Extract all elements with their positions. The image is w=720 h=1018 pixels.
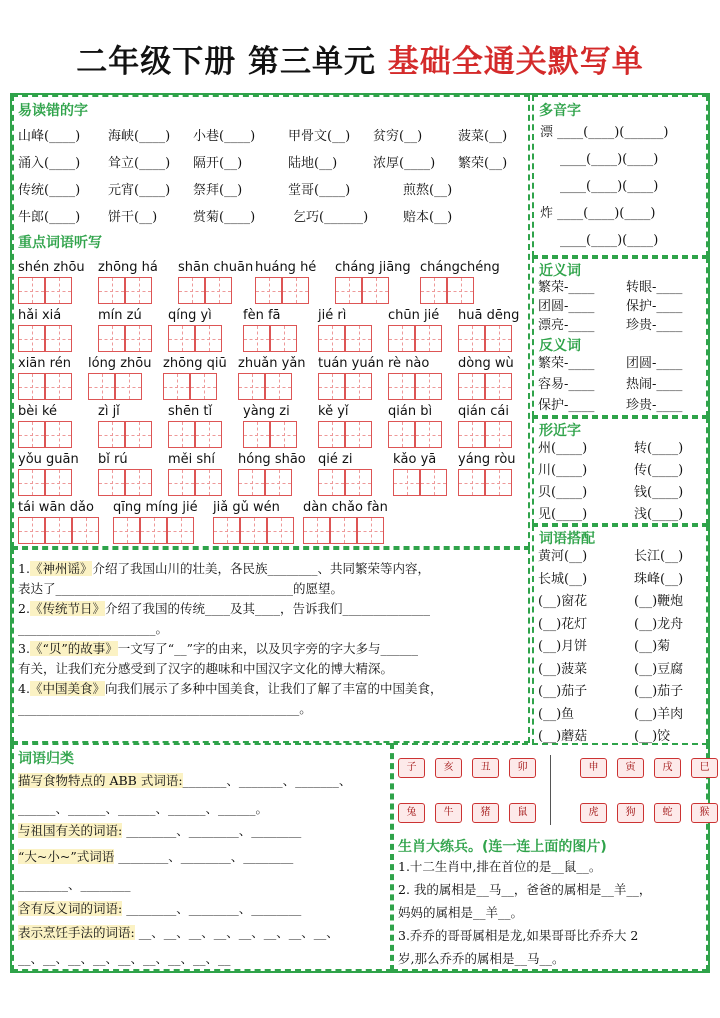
jinyi-item: 珍贵-____ <box>626 318 683 333</box>
grid-cell[interactable] <box>45 373 72 400</box>
guilei-blank[interactable]: ________、________、________ <box>122 823 302 838</box>
writing-grid <box>318 325 372 352</box>
grid-cell[interactable] <box>362 277 389 304</box>
guilei-line <box>18 800 268 818</box>
reading-text: 向我们展示了多种中国美食，让我们了解了丰富的中国美食， <box>104 681 443 696</box>
writing-grid <box>178 277 232 304</box>
grid-cell[interactable] <box>420 277 447 304</box>
guilei-line <box>18 924 339 942</box>
grid-cell[interactable] <box>265 373 292 400</box>
guilei-blank[interactable]: ________、________、________ <box>122 901 302 916</box>
easy-wrong-item: 海峡(____) <box>108 129 171 144</box>
grid-cell[interactable] <box>140 517 167 544</box>
fanyi-item: 团圆-____ <box>626 356 683 371</box>
pinyin-label: tái wān dǎo <box>18 500 94 515</box>
pinyin-label: fèn fā <box>243 308 281 323</box>
dapei-heading: 词语搭配 <box>539 531 595 547</box>
dapei-item: (__)鞭炮 <box>634 594 684 609</box>
zodiac-icon: 猴 <box>691 803 718 823</box>
zodiac-icon: 虎 <box>580 803 607 823</box>
easy-wrong-heading: 易读错的字 <box>18 103 88 119</box>
pinyin-label: měi shí <box>168 452 216 467</box>
writing-grid <box>88 373 142 400</box>
grid-cell[interactable] <box>345 373 372 400</box>
grid-cell[interactable] <box>345 325 372 352</box>
writing-grid <box>98 325 152 352</box>
grid-cell[interactable] <box>88 373 115 400</box>
grid-cell[interactable] <box>18 469 45 496</box>
grid-cell[interactable] <box>345 469 372 496</box>
grid-cell[interactable] <box>388 325 415 352</box>
guilei-line <box>18 950 231 968</box>
writing-grid <box>388 421 442 448</box>
guilei-line <box>18 900 301 918</box>
xingjin-item: 贝(____) <box>538 485 588 500</box>
pinyin-label: shén zhōu <box>18 260 85 275</box>
grid-cell[interactable] <box>178 277 205 304</box>
zodiac-line: 岁,那么乔乔的属相是__马__。 <box>398 951 565 966</box>
dictation-heading: 重点词语听写 <box>18 235 102 251</box>
grid-cell[interactable] <box>18 277 45 304</box>
zodiac-line: 3.乔乔的哥哥属相是龙,如果哥哥比乔乔大 2 <box>398 928 639 943</box>
writing-grid <box>98 469 152 496</box>
pinyin-label: qián cái <box>458 404 509 419</box>
pinyin-label: dàn chǎo fàn <box>303 500 388 515</box>
dapei-item: (__)月饼 <box>538 639 588 654</box>
writing-grid <box>458 469 512 496</box>
jinyi-heading: 近义词 <box>539 263 581 279</box>
fanyi-item: 热闹-____ <box>626 377 683 392</box>
pinyin-label: yǒu guān <box>18 452 79 467</box>
grid-cell[interactable] <box>98 277 125 304</box>
reading-title: 《神州谣》 <box>29 561 93 576</box>
dapei-item: (__)豆腐 <box>634 661 684 677</box>
dapei-item: (__)鱼 <box>538 706 575 722</box>
easy-wrong-item: 陆地(__) <box>288 156 338 171</box>
pinyin-label: qián bì <box>388 404 433 419</box>
jinyi-item: 团圆-____ <box>538 299 595 314</box>
guilei-blank[interactable]: ______、______、______、______、______。 <box>18 801 269 816</box>
pinyin-label: zhōng qiū <box>163 356 227 371</box>
writing-grid <box>420 277 474 304</box>
fanyi-item: 繁荣-____ <box>538 356 595 371</box>
guilei-line <box>18 876 131 894</box>
pinyin-label: tuán yuán <box>318 356 384 371</box>
pinyin-label: mín zú <box>98 308 142 323</box>
dapei-item: (__)菠菜 <box>538 661 588 677</box>
writing-grid <box>18 517 99 544</box>
grid-cell[interactable] <box>243 421 270 448</box>
grid-cell[interactable] <box>388 373 415 400</box>
guilei-label: “大~小~”式词语 <box>18 849 115 864</box>
jinyi-item: 保护-____ <box>626 299 683 314</box>
writing-grid <box>18 325 72 352</box>
zodiac-icon: 猪 <box>472 803 499 823</box>
grid-cell[interactable] <box>282 277 309 304</box>
pinyin-label: hǎi xiá <box>18 308 62 323</box>
jinyi-item: 转眼-____ <box>626 280 683 295</box>
xingjin-item: 见(____) <box>538 507 588 522</box>
zodiac-icon: 卯 <box>509 758 536 778</box>
easy-wrong-item: 耸立(____) <box>108 156 171 171</box>
grid-cell[interactable] <box>415 421 442 448</box>
pinyin-label: hóng shāo <box>238 452 306 467</box>
fanyi-item: 珍贵-____ <box>626 398 683 413</box>
zodiac-icon: 狗 <box>617 803 644 823</box>
pinyin-label: xiān rén <box>18 356 71 371</box>
zodiac-divider <box>550 755 551 825</box>
writing-grid <box>18 277 72 304</box>
guilei-label: 表示烹饪手法的词语: <box>18 925 135 940</box>
pinyin-label: jié rì <box>318 308 347 323</box>
writing-grid <box>388 373 442 400</box>
grid-cell[interactable] <box>265 469 292 496</box>
jinyi-item: 漂亮-____ <box>538 318 595 333</box>
writing-grid <box>98 277 152 304</box>
pinyin-label: bǐ rú <box>98 452 128 467</box>
easy-wrong-item: 浓厚(____) <box>373 156 436 171</box>
easy-wrong-item: 堂哥(____) <box>288 183 351 198</box>
grid-cell[interactable] <box>45 325 72 352</box>
duoyin-row: ____(____)(____) <box>560 179 659 194</box>
reading-text: 介绍了我国的传统____及其____，告诉我们______________ <box>104 601 430 616</box>
zodiac-icon: 巳 <box>691 758 718 778</box>
reading-title: 《传统节日》 <box>29 601 105 616</box>
jinyi-item: 繁荣-____ <box>538 280 595 295</box>
easy-wrong-item: 隔开(__) <box>193 156 243 171</box>
grid-cell[interactable] <box>318 469 345 496</box>
fanyi-item: 保护-____ <box>538 398 595 413</box>
dapei-item: (__)窗花 <box>538 594 588 609</box>
guilei-line <box>18 772 351 790</box>
dapei-item: 珠峰(__) <box>634 571 684 587</box>
dapei-item: (__)饺 <box>634 729 671 744</box>
fanyi-item: 容易-____ <box>538 377 595 392</box>
grid-cell[interactable] <box>18 421 45 448</box>
grid-cell[interactable] <box>255 277 282 304</box>
zodiac-icon: 戌 <box>654 758 681 778</box>
grid-cell[interactable] <box>415 373 442 400</box>
pinyin-label: lóng zhōu <box>88 356 152 371</box>
zodiac-icon: 子 <box>398 758 425 778</box>
reading-title: 《“贝”的故事》 <box>29 641 118 656</box>
grid-cell[interactable] <box>195 421 222 448</box>
duoyin-row: 炸 ____(____)(____) <box>540 206 656 221</box>
zodiac-line: 2. 我的属相是__马__，爸爸的属相是__羊__， <box>398 882 652 897</box>
grid-cell[interactable] <box>125 421 152 448</box>
dapei-item: (__)茄子 <box>538 684 588 699</box>
writing-grid <box>243 421 297 448</box>
grid-cell[interactable] <box>125 469 152 496</box>
pinyin-label: kě yǐ <box>318 404 349 419</box>
grid-cell[interactable] <box>205 277 232 304</box>
guilei-blank[interactable]: __、__、__、__、__、__、__、__、__ <box>18 951 231 966</box>
reading-text: 一文写了“__”字的由来，以及贝字旁的字大多与______ <box>117 641 419 656</box>
grid-cell[interactable] <box>303 517 330 544</box>
grid-cell[interactable] <box>45 421 72 448</box>
grid-cell[interactable] <box>238 469 265 496</box>
grid-cell[interactable] <box>393 469 420 496</box>
writing-grid <box>213 517 294 544</box>
grid-cell[interactable] <box>318 373 345 400</box>
grid-cell[interactable] <box>345 421 372 448</box>
reading-num: 3. <box>18 641 30 656</box>
zodiac-heading: 生肖大练兵。(连一连上面的图片) <box>398 839 607 855</box>
pinyin-label: cháng jiāng <box>335 260 411 275</box>
dapei-item: 黄河(__) <box>538 549 588 564</box>
easy-wrong-item: 涌入(____) <box>18 156 81 171</box>
guilei-line <box>18 822 301 840</box>
pinyin-label: yáng ròu <box>458 452 516 467</box>
duoyin-row: ____(____)(____) <box>560 152 659 167</box>
reading-num: 4. <box>18 681 30 696</box>
grid-cell[interactable] <box>458 421 485 448</box>
writing-grid <box>458 421 512 448</box>
zodiac-icon: 兔 <box>398 803 425 823</box>
writing-grid <box>318 373 372 400</box>
grid-cell[interactable] <box>168 325 195 352</box>
guilei-label: 含有反义词的词语: <box>18 901 123 916</box>
grid-cell[interactable] <box>485 421 512 448</box>
writing-grid <box>168 325 222 352</box>
grid-cell[interactable] <box>195 469 222 496</box>
writing-grid <box>318 469 372 496</box>
writing-grid <box>18 421 72 448</box>
grid-cell[interactable] <box>18 373 45 400</box>
zodiac-icon: 牛 <box>435 803 462 823</box>
pinyin-label: bèi ké <box>18 404 58 419</box>
grid-cell[interactable] <box>125 325 152 352</box>
grid-cell[interactable] <box>318 325 345 352</box>
easy-wrong-item: 乞巧(______) <box>293 210 369 225</box>
grid-cell[interactable] <box>98 469 125 496</box>
pinyin-label: shēn tǐ <box>168 404 213 419</box>
pinyin-label: qīng míng jié <box>113 500 198 515</box>
grid-cell[interactable] <box>163 373 190 400</box>
xingjin-item: 浅(____) <box>634 507 684 522</box>
dapei-item: (__)菊 <box>634 639 671 654</box>
duoyin-row: ____(____)(____) <box>560 233 659 248</box>
dapei-item: 长城(__) <box>538 571 588 587</box>
easy-wrong-item: 菠菜(__) <box>458 129 508 144</box>
grid-cell[interactable] <box>485 373 512 400</box>
easy-wrong-item: 牛郎(____) <box>18 210 81 225</box>
easy-wrong-item: 赔本(__) <box>403 210 453 225</box>
writing-grid <box>18 373 72 400</box>
grid-cell[interactable] <box>18 325 45 352</box>
dapei-item: (__)茄子 <box>634 684 684 699</box>
writing-grid <box>243 325 297 352</box>
writing-grid <box>458 325 512 352</box>
dapei-item: (__)花灯 <box>538 616 588 632</box>
duoyin-heading: 多音字 <box>539 103 581 119</box>
pinyin-label: jiǎ gǔ wén <box>213 500 280 515</box>
easy-wrong-item: 传统(____) <box>18 183 81 198</box>
grid-cell[interactable] <box>45 517 72 544</box>
grid-cell[interactable] <box>270 421 297 448</box>
guilei-blank[interactable]: __、__、__、__、__、__、__、__、 <box>134 925 339 940</box>
grid-cell[interactable] <box>98 325 125 352</box>
grid-cell[interactable] <box>115 373 142 400</box>
reading-num: 1. <box>18 561 30 576</box>
easy-wrong-item: 山峰(____) <box>18 129 81 144</box>
grid-cell[interactable] <box>213 517 240 544</box>
pinyin-label: yàng zi <box>243 404 290 419</box>
grid-cell[interactable] <box>167 517 194 544</box>
xingjin-item: 川(____) <box>538 463 588 478</box>
pinyin-label: huáng hé <box>255 260 317 275</box>
xingjin-item: 转(____) <box>634 441 684 456</box>
reading-text: 介绍了我国山川的壮美，各民族________、共同繁荣等内容， <box>92 561 430 576</box>
grid-cell[interactable] <box>458 469 485 496</box>
zodiac-icon: 亥 <box>435 758 462 778</box>
writing-grid <box>303 517 384 544</box>
grid-cell[interactable] <box>72 517 99 544</box>
grid-cell[interactable] <box>98 421 125 448</box>
grid-cell[interactable] <box>447 277 474 304</box>
writing-grid <box>458 373 512 400</box>
writing-grid <box>113 517 194 544</box>
easy-wrong-item: 元宵(____) <box>108 183 171 198</box>
grid-cell[interactable] <box>240 517 267 544</box>
writing-grid <box>168 469 222 496</box>
pinyin-label: huā dēng <box>458 308 520 323</box>
grid-cell[interactable] <box>485 325 512 352</box>
guilei-label: 与祖国有关的词语: <box>18 823 123 838</box>
easy-wrong-item: 繁荣(__) <box>458 156 508 171</box>
pinyin-label: rè nào <box>388 356 430 371</box>
grid-cell[interactable] <box>420 469 447 496</box>
easy-wrong-item: 赏菊(____) <box>193 210 256 225</box>
grid-cell[interactable] <box>45 469 72 496</box>
grid-cell[interactable] <box>267 517 294 544</box>
guilei-blank[interactable]: ________、________、________ <box>114 849 294 864</box>
easy-wrong-item: 贫穷(__) <box>373 129 423 144</box>
easy-wrong-item: 饼干(__) <box>108 210 158 225</box>
grid-cell[interactable] <box>195 325 222 352</box>
writing-grid <box>393 469 447 496</box>
reading-text: 表达了______________________________________的愿望。 <box>18 581 344 596</box>
writing-grid <box>388 325 442 352</box>
grid-cell[interactable] <box>270 325 297 352</box>
guilei-blank[interactable]: _______、_______、_______、 <box>182 773 352 788</box>
fanyi-heading: 反义词 <box>539 338 581 354</box>
reading-line <box>18 620 168 638</box>
guilei-blank[interactable]: ________、________ <box>18 877 131 892</box>
grid-cell[interactable] <box>18 517 45 544</box>
writing-grid <box>98 421 152 448</box>
dapei-item: 长江(__) <box>634 549 684 564</box>
reading-line <box>18 560 430 578</box>
reading-line <box>18 580 343 598</box>
writing-grid <box>335 277 389 304</box>
reading-line <box>18 640 418 658</box>
grid-cell[interactable] <box>45 277 72 304</box>
guilei-line <box>18 848 293 866</box>
xingjin-item: 钱(____) <box>634 485 684 500</box>
pinyin-label: dòng wù <box>458 356 514 371</box>
reading-text: ______________________。 <box>18 621 169 636</box>
xingjin-item: 州(____) <box>538 441 588 456</box>
writing-grid <box>163 373 217 400</box>
zodiac-icon: 蛇 <box>654 803 681 823</box>
duoyin-row: 漂 ____(____)(______) <box>540 125 669 140</box>
pinyin-label: zhuǎn yǎn <box>238 356 306 371</box>
grid-cell[interactable] <box>415 325 442 352</box>
easy-wrong-item: 祭拜(__) <box>193 183 243 198</box>
writing-grid <box>18 469 72 496</box>
grid-cell[interactable] <box>388 421 415 448</box>
reading-num: 2. <box>18 601 30 616</box>
grid-cell[interactable] <box>485 469 512 496</box>
grid-cell[interactable] <box>168 469 195 496</box>
writing-grid <box>238 373 292 400</box>
pinyin-label: qíng yì <box>168 308 212 323</box>
easy-wrong-item: 煎熬(__) <box>403 183 453 198</box>
easy-wrong-item: 甲骨文(__) <box>288 129 351 144</box>
reading-line <box>18 700 312 718</box>
grid-cell[interactable] <box>238 373 265 400</box>
zodiac-icon: 寅 <box>617 758 644 778</box>
zodiac-line: 妈妈的属相是__羊__。 <box>398 905 524 920</box>
zodiac-icon: 丑 <box>472 758 499 778</box>
pinyin-label: zì jǐ <box>98 404 120 419</box>
writing-grid <box>168 421 222 448</box>
pinyin-label: qié zi <box>318 452 353 467</box>
reading-text: 有关，让我们充分感受到了汉字的趣味和中国汉字文化的博大精深。 <box>18 661 394 676</box>
reading-title: 《中国美食》 <box>29 681 105 696</box>
writing-grid <box>255 277 309 304</box>
grid-cell[interactable] <box>458 373 485 400</box>
dapei-item: (__)龙舟 <box>634 616 684 632</box>
xingjin-item: 传(____) <box>634 463 684 478</box>
grid-cell[interactable] <box>168 421 195 448</box>
zodiac-icon: 鼠 <box>509 803 536 823</box>
grid-cell[interactable] <box>357 517 384 544</box>
grid-cell[interactable] <box>113 517 140 544</box>
pinyin-label: zhōng há <box>98 260 158 275</box>
pinyin-label: chūn jié <box>388 308 440 323</box>
zodiac-icon: 申 <box>580 758 607 778</box>
reading-line <box>18 680 442 698</box>
grid-cell[interactable] <box>318 421 345 448</box>
grid-cell[interactable] <box>458 325 485 352</box>
zodiac-line: 1.十二生肖中,排在首位的是__鼠__。 <box>398 859 602 874</box>
writing-grid <box>318 421 372 448</box>
reading-text: _____________________________________________。 <box>18 701 312 716</box>
guilei-heading: 词语归类 <box>18 751 74 767</box>
pinyin-label: shān chuān <box>178 260 254 275</box>
grid-cell[interactable] <box>190 373 217 400</box>
page-title: 二年级下册 第三单元 基础全通关默写单 <box>76 44 644 80</box>
dapei-item: (__)蘑菇 <box>538 729 588 744</box>
reading-line <box>18 600 430 618</box>
xingjin-heading: 形近字 <box>539 423 581 439</box>
guilei-label: 描写食物特点的 ABB 式词语: <box>18 773 183 788</box>
grid-cell[interactable] <box>125 277 152 304</box>
easy-wrong-item: 小巷(____) <box>193 129 256 144</box>
dapei-item: (__)羊肉 <box>634 706 684 722</box>
pinyin-label: chángchéng <box>420 260 500 275</box>
grid-cell[interactable] <box>330 517 357 544</box>
writing-grid <box>238 469 292 496</box>
pinyin-label: kǎo yā <box>393 452 437 467</box>
grid-cell[interactable] <box>243 325 270 352</box>
reading-line <box>18 660 393 678</box>
grid-cell[interactable] <box>335 277 362 304</box>
